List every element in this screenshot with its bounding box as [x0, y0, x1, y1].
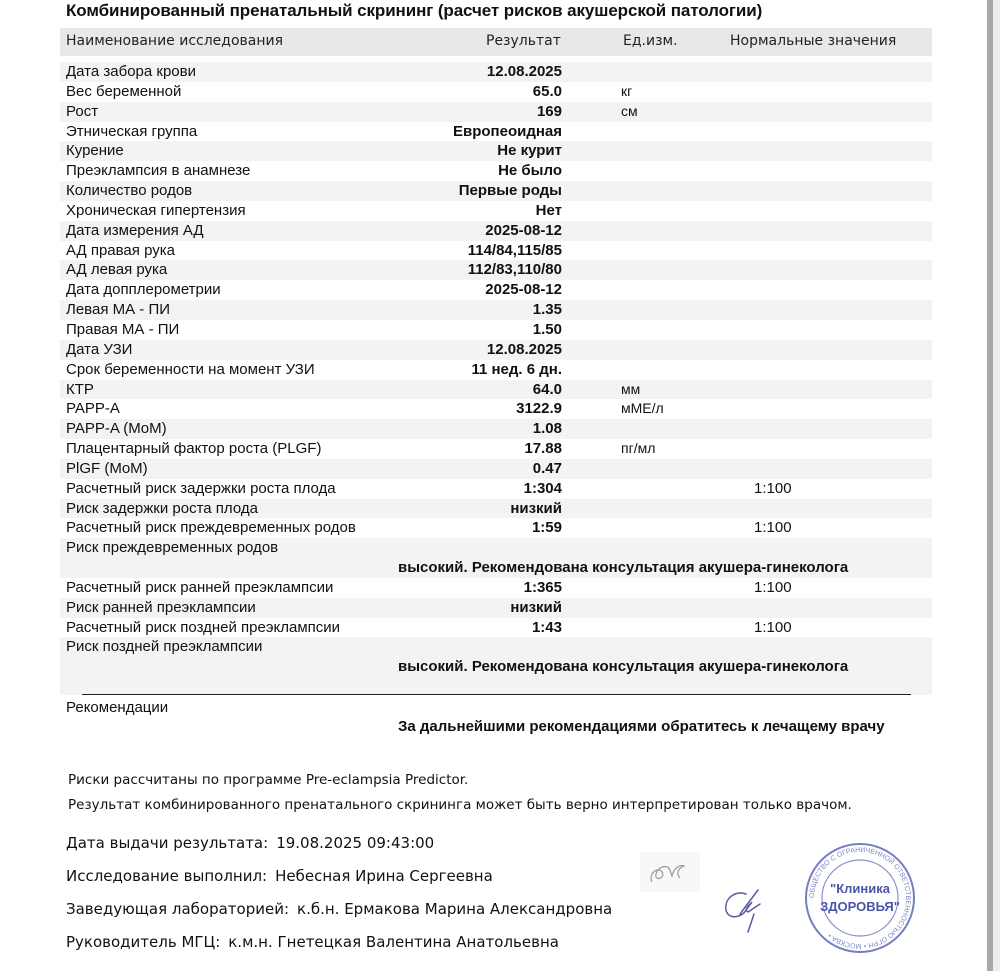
issue-date-label: Дата выдачи результата: — [66, 834, 269, 852]
table-row: Расчетный риск ранней преэклампсии 1:365 1:100 — [66, 578, 792, 596]
mgc-head — [66, 933, 559, 951]
table-row: Расчетный риск преждевременных родов 1:59 1:100 — [66, 519, 792, 537]
table-row: АД правая рука 114/84,115/85 — [66, 241, 562, 259]
performed-by-label: Исследование выполнил: — [66, 867, 268, 885]
table-row: Плацентарный фактор роста (PLGF) 17.88 пг/мл — [66, 440, 656, 458]
table-row: Левая МА - ПИ 1.35 — [60, 300, 932, 320]
table-row: Преэклампсия в анамнезе Не было — [66, 162, 562, 180]
lab-head — [66, 900, 612, 918]
recommendations-label: Рекомендации — [66, 699, 169, 716]
table-row: Дата измерения АД 2025-08-12 — [60, 221, 932, 241]
recommendations-text: За дальнейшими рекомендациями обратитесь к лечащему врачу — [398, 718, 885, 735]
clinic-stamp-icon — [800, 838, 920, 958]
divider-line — [82, 694, 911, 695]
table-row: Расчетный риск поздней преэклампсии 1:43 1:100 — [66, 618, 792, 636]
issue-date-value: 19.08.2025 09:43:00 — [276, 834, 435, 852]
lab-head-value: к.б.н. Ермакова Марина Александровна — [297, 900, 613, 918]
table-row: Курение Не курит — [60, 141, 932, 161]
table-row: Дата допплерометрии 2025-08-12 — [66, 281, 562, 299]
note-interpretation: Результат комбинированного пренатального скрининга может быть верно интерпретирован только врачом. — [68, 797, 852, 813]
table-row: КТР 64.0 мм — [60, 380, 932, 400]
table-row: Риск ранней преэклампсии низкий — [60, 598, 932, 618]
mgc-head-value: к.м.н. Гнетецкая Валентина Анатольевна — [228, 933, 559, 951]
table-row: Расчетный риск задержки роста плода 1:304 1:100 — [66, 479, 792, 497]
table-row: Риск преждевременных родов высокий. Рекомендована консультация акушера-гинеколога — [60, 538, 932, 578]
table-header — [60, 28, 932, 56]
table-row: Вес беременной 65.0 кг — [66, 82, 633, 100]
lab-head-label: Заведующая лабораторией: — [66, 900, 290, 918]
table-row: Дата УЗИ 12.08.2025 — [60, 340, 932, 360]
table-row: АД левая рука 112/83,110/80 — [60, 260, 932, 280]
table-row: PAPP-A 3122.9 мМЕ/л — [66, 400, 664, 418]
table-row: Риск задержки роста плода низкий — [60, 499, 932, 519]
svg-text:"Клиника: "Клиника — [830, 881, 890, 896]
table-row: Риск поздней преэклампсии высокий. Рекомендована консультация акушера-гинеколога — [60, 637, 932, 695]
header-result: Результат — [486, 33, 561, 49]
table-row: PAPP-A (MoM) 1.08 — [60, 419, 932, 439]
results-table — [60, 62, 932, 695]
performed-by — [66, 867, 493, 885]
table-row: Этническая группа Европеоидная — [66, 122, 562, 140]
table-row: Количество родов Первые роды — [60, 181, 932, 201]
header-name: Наименование исследования — [66, 33, 284, 49]
table-row: Хроническая гипертензия Нет — [66, 201, 562, 219]
mgc-head-label: Руководитель МГЦ: — [66, 933, 221, 951]
note-program: Риски рассчитаны по программе Pre-eclampsia Predictor. — [68, 772, 469, 788]
performed-by-value: Небесная Ирина Сергеевна — [275, 867, 493, 885]
table-row: PlGF (MoM) 0.47 — [60, 459, 932, 479]
header-norm: Нормальные значения — [730, 33, 897, 49]
document-title: Комбинированный пренатальный скрининг (расчет рисков акушерской патологии) — [66, 1, 763, 20]
signature-icon — [718, 880, 778, 935]
issue-date — [66, 834, 434, 852]
table-row: Дата забора крови 12.08.2025 — [60, 62, 932, 82]
page-edge-shadow — [993, 0, 1000, 971]
header-unit: Ед.изм. — [623, 33, 678, 49]
table-row: Срок беременности на момент УЗИ 11 нед. 6 дн. — [66, 360, 562, 378]
svg-text:ЗДОРОВЬЯ": ЗДОРОВЬЯ" — [820, 899, 900, 914]
table-row: Рост 169 см — [60, 102, 932, 122]
table-row: Правая МА - ПИ 1.50 — [66, 320, 562, 338]
signature-icon — [640, 852, 700, 892]
svg-text:ОБЩЕСТВО С ОГРАНИЧЕННОЙ ОТВЕТС: ОБЩЕСТВО С ОГРАНИЧЕННОЙ ОТВЕТСТВЕННОСТЬЮ ОГРН • МОСКВА • — [808, 846, 912, 950]
